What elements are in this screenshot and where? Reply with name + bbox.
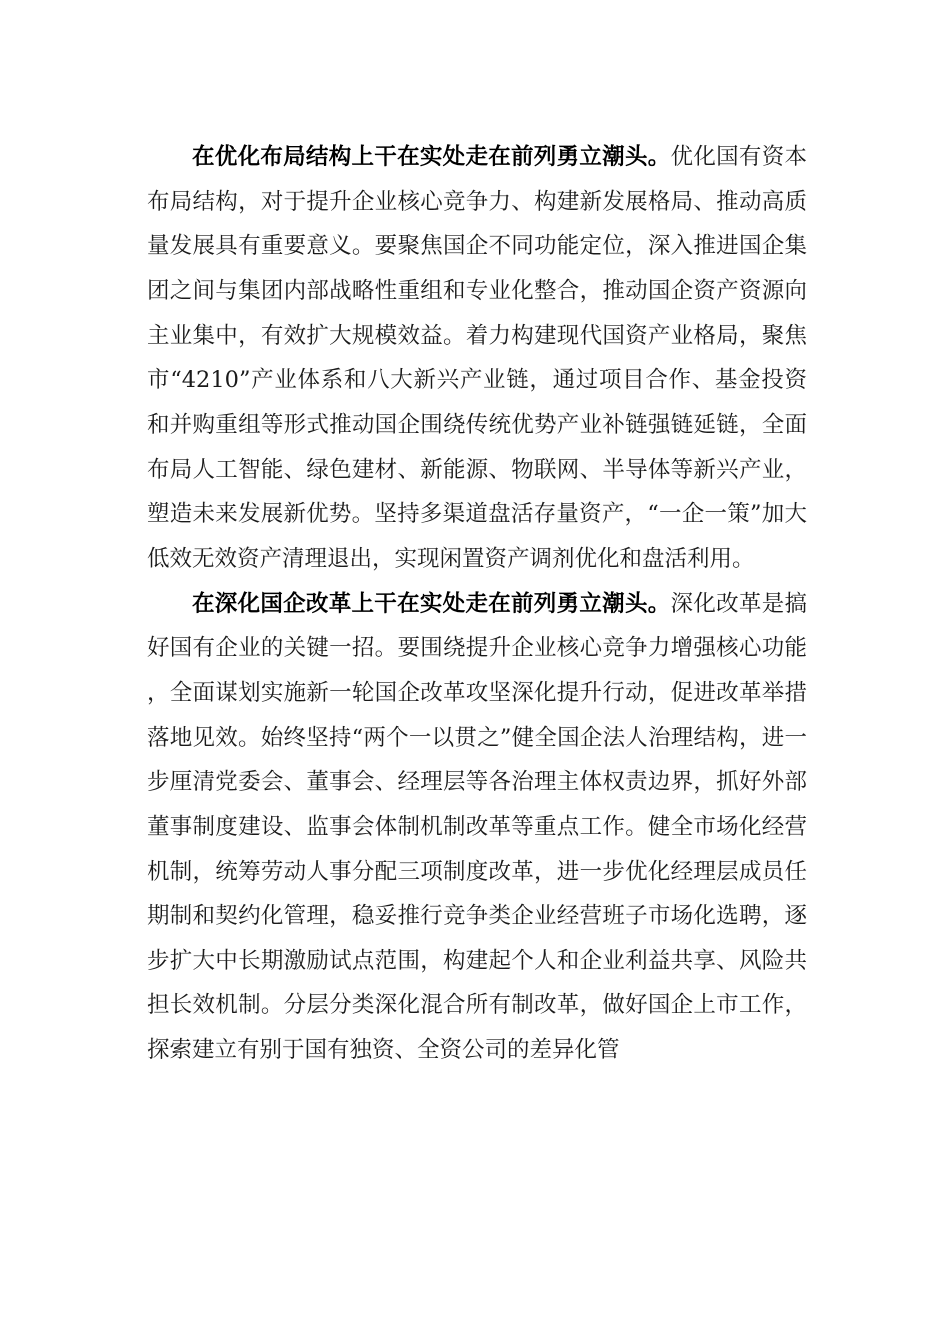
paragraph-heading: 在深化国企改革上干在实处走在前列勇立潮头。 (192, 590, 671, 617)
document-body (147, 135, 807, 1073)
paragraph-layout-optimization (147, 135, 807, 582)
paragraph-heading: 在优化布局结构上干在实处走在前列勇立潮头。 (192, 144, 671, 170)
paragraph-soe-reform (147, 582, 807, 1073)
paragraph-body: 优化国有资本布局结构，对于提升企业核心竞争力、构建新发展格局、推动高质量发展具有重要意义。要聚焦国企不同功能定位，深入推进国企集团之间与集团内部战略性重组和专业化整合，推动国企资产资源向主业集中，有效扩大规模效益。着力构建现代国资产业格局，聚焦市“4210”产业体系和八大新兴产业链，通过项目合作、基金投资和并购重组等形式推动国企围绕传统优势产业补链强链延链，全面布局人工智能、绿色建材、新能源、物联网、半导体等新兴产业，塑造未来发展新优势。坚持多渠道盘活存量资产，“一企一策”加大低效无效资产清理退出，实现闲置资产调剂优化和盘活利用。 (147, 144, 807, 572)
paragraph-body: 深化改革是搞好国有企业的关键一招。要围绕提升企业核心竞争力增强核心功能，全面谋划实施新一轮国企改革攻坚深化提升行动，促进改革举措落地见效。始终坚持“两个一以贯之”健全国企法人治理结构，进一步厘清党委会、董事会、经理层等各治理主体权责边界，抓好外部董事制度建设、监事会体制机制改革等重点工作。健全市场化经营机制，统筹劳动人事分配三项制度改革，进一步优化经理层成员任期制和契约化管理，稳妥推行竞争类企业经营班子市场化选聘，逐步扩大中长期激励试点范围，构建起个人和企业利益共享、风险共担长效机制。分层分类深化混合所有制改革，做好国企上市工作，探索建立有别于国有独资、全资公司的差异化管 (147, 590, 807, 1064)
